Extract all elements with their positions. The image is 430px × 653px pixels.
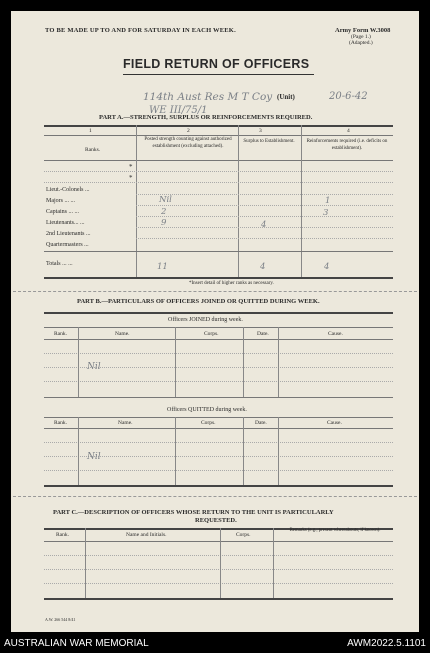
we-reference-handwritten: WE III/75/1	[149, 105, 208, 116]
part-c-bottom-rule	[44, 598, 393, 600]
quitted-col-corps: Corps.	[201, 420, 216, 426]
form-page-label: (Page 1.)	[351, 34, 371, 40]
footer-institution: AUSTRALIAN WAR MEMORIAL	[4, 638, 149, 649]
totals-label: Totals ... ...	[46, 261, 73, 267]
joined-col-corps: Corps.	[204, 331, 219, 337]
part-a-row-rule	[136, 238, 393, 239]
col-number-1: 1	[89, 128, 92, 134]
col-number-2: 2	[187, 128, 190, 134]
part-a-header-rule	[44, 160, 393, 161]
quitted-col-cause: Cause.	[327, 420, 342, 426]
part-a-row-rule	[136, 205, 393, 206]
asterisk-row-1: *	[129, 163, 133, 171]
section-divider	[13, 496, 417, 497]
form-adapted-label: (Adapted.)	[349, 40, 373, 46]
part-a-row-rule	[44, 182, 393, 183]
quitted-col-name: Name.	[118, 420, 133, 426]
part-c-row-rule	[44, 583, 393, 584]
part-c-vline-1	[85, 528, 86, 598]
page-title: FIELD RETURN OF OFFICERS	[123, 57, 310, 71]
total-reinf-value: 4	[324, 262, 330, 272]
title-underline	[123, 74, 314, 75]
section-divider	[13, 291, 417, 292]
rank-majors: Majors ... ...	[46, 198, 75, 204]
posted-majors-value: Nil	[159, 195, 172, 205]
print-code: A.W. 266 544 8/41	[45, 617, 76, 622]
joined-table-title: Officers JOINED during week.	[168, 317, 243, 323]
unit-label: (Unit)	[277, 93, 295, 101]
joined-header-rule	[44, 339, 393, 340]
rank-lieutenants: Lieutenants... ...	[46, 220, 85, 226]
col-header-reinforcements: Reinforcements required (i.e. deficits on establishment).	[306, 139, 388, 151]
quitted-table-title: Officers QUITTED during week.	[167, 407, 247, 413]
quitted-nil-entry: Nil	[87, 452, 101, 462]
part-c-header-rule	[44, 541, 393, 542]
part-c-row-rule	[44, 555, 393, 556]
unit-name-handwritten: 114th Aust Res M T Coy	[143, 91, 273, 103]
part-a-vline-1	[136, 125, 137, 278]
rank-lieut-colonels: Lieut.-Colonels ...	[46, 187, 90, 193]
joined-row-rule	[44, 353, 393, 354]
part-a-totals-rule	[44, 251, 393, 252]
quitted-row-rule	[44, 470, 393, 471]
joined-col-name: Name.	[115, 331, 130, 337]
higher-ranks-footnote: *Insert detail of higher ranks as necessary.	[189, 281, 274, 286]
part-c-col-corps: Corps.	[236, 532, 251, 538]
joined-vline-3	[243, 327, 244, 397]
rank-captains: Captains ... ...	[46, 209, 79, 215]
posted-lieutenants-value: 9	[161, 218, 167, 228]
part-a-heading: PART A.—STRENGTH, SURPLUS OR REINFORCEMENTS REQUIRED.	[99, 114, 313, 121]
form-id: Army Form W.3008	[335, 27, 391, 34]
posted-captains-value: 2	[161, 207, 167, 217]
part-c-vline-2	[220, 528, 221, 598]
joined-bottom-rule	[44, 397, 393, 398]
part-c-col-name: Name and Initials.	[126, 532, 167, 538]
quitted-vline-2	[175, 417, 176, 485]
total-surplus-value: 4	[260, 262, 266, 272]
part-c-vline-3	[273, 528, 274, 598]
quitted-row-rule	[44, 442, 393, 443]
asterisk-row-2: *	[129, 174, 133, 182]
joined-vline-4	[278, 327, 279, 397]
joined-col-rank: Rank.	[54, 331, 67, 337]
date-handwritten: 20-6-42	[329, 91, 368, 102]
col-number-4: 4	[347, 128, 350, 134]
reinf-captains-value: 3	[323, 208, 329, 218]
quitted-col-date: Date.	[255, 420, 267, 426]
part-a-vline-3	[301, 125, 302, 278]
quitted-col-rank: Rank.	[54, 420, 67, 426]
reinf-majors-value: 1	[325, 196, 331, 206]
joined-vline-2	[175, 327, 176, 397]
archive-footer	[0, 632, 430, 653]
quitted-vline-1	[78, 417, 79, 485]
rank-quartermasters: Quartermasters ...	[46, 242, 89, 248]
quitted-header-rule	[44, 428, 393, 429]
part-c-heading-line1: PART C.—DESCRIPTION OF OFFICERS WHOSE RETURN TO THE UNIT IS PARTICULARLY	[53, 509, 334, 516]
part-a-bottom-rule	[44, 277, 393, 279]
footer-accession-number: AWM2022.5.1101	[347, 638, 426, 649]
quitted-vline-3	[243, 417, 244, 485]
part-a-vline-2	[238, 125, 239, 278]
part-b-top-rule	[44, 312, 393, 314]
part-a-number-rule	[44, 135, 393, 136]
part-a-top-rule	[44, 125, 393, 127]
joined-header-top-rule	[44, 327, 393, 328]
part-c-row-rule	[44, 569, 393, 570]
quitted-bottom-rule	[44, 485, 393, 487]
joined-col-cause: Cause.	[328, 331, 343, 337]
part-c-col-remarks: Remarks (e.g., present whereabouts, if known).	[289, 528, 381, 533]
col-header-ranks: Ranks.	[85, 147, 101, 153]
part-a-row-rule	[44, 171, 393, 172]
rank-2nd-lieutenants: 2nd Lieutenants ...	[46, 231, 91, 237]
form-instruction: TO BE MADE UP TO AND FOR SATURDAY IN EACH WEEK.	[45, 27, 236, 34]
form-page	[11, 11, 419, 632]
part-b-heading: PART B.—PARTICULARS OF OFFICERS JOINED OR QUITTED DURING WEEK.	[77, 298, 320, 305]
part-a-row-rule	[136, 194, 393, 195]
col-number-3: 3	[259, 128, 262, 134]
part-c-heading-line2: REQUESTED.	[195, 517, 237, 524]
col-header-surplus: Surplus to Establishment.	[243, 139, 295, 144]
part-c-col-rank: Rank.	[56, 532, 69, 538]
joined-nil-entry: Nil	[87, 362, 101, 372]
joined-vline-1	[78, 327, 79, 397]
part-a-row-rule	[136, 216, 393, 217]
quitted-header-top-rule	[44, 417, 393, 418]
joined-row-rule	[44, 381, 393, 382]
col-header-posted: Posted strength counting against authorized establishment (excluding attached).	[144, 137, 232, 149]
surplus-lieutenants-value: 4	[261, 220, 267, 230]
quitted-vline-4	[278, 417, 279, 485]
total-posted-value: 11	[157, 262, 168, 272]
joined-col-date: Date.	[257, 331, 269, 337]
